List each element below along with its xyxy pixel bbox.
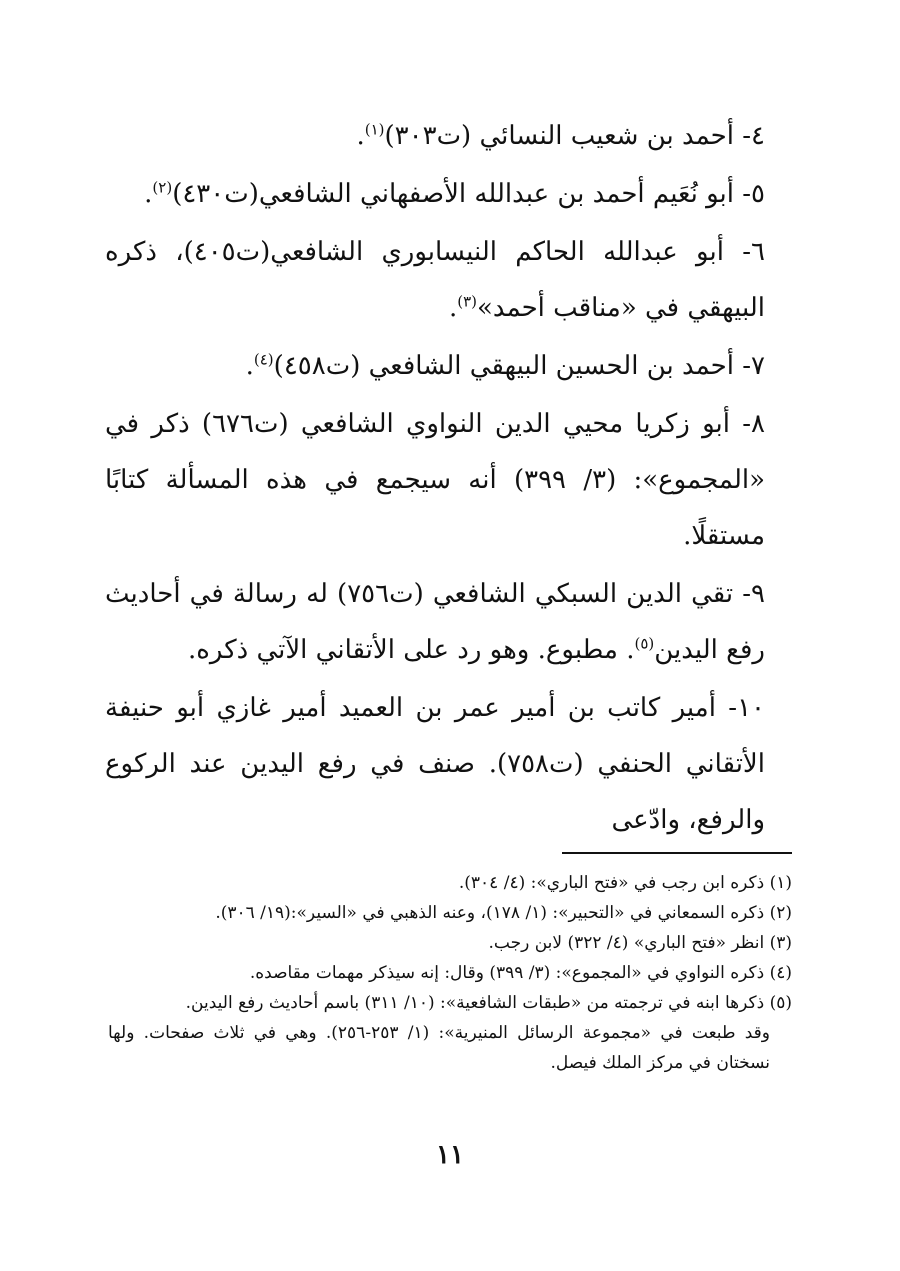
entry-6: ٦- أبو عبدالله الحاكم النيسابوري الشافعي(ت٤٠٥)، ذكره البيهقي في «مناقب أحمد»$^{(٣)}$. bbox=[105, 237, 765, 323]
footnote-5-continuation: وقد طبعت في «مجموعة الرسائل المنيرية»: (١/ ٢٥٣-٢٥٦). وهي في ثلاث صفحات. ولها نسختان في مركز الملك فيصل. bbox=[108, 1023, 770, 1073]
entry-5: ٥- أبو نُعَيم أحمد بن عبدالله الأصفهاني الشافعي(ت٤٣٠)$^{(٢)}$. bbox=[144, 178, 765, 209]
page-number: ١١ bbox=[436, 1140, 464, 1170]
footnote-4: (٤) ذكره النواوي في «المجموع»: (٣/ ٣٩٩) وقال: إنه سيذكر مهمات مقاصده. bbox=[249, 963, 792, 983]
footnote-ref: (٥) bbox=[634, 634, 655, 653]
footnote-ref: (١) bbox=[364, 120, 385, 139]
entry-8: ٨- أبو زكريا محيي الدين النواوي الشافعي (ت٦٧٦) ذكر في «المجموع»: (٣/ ٣٩٩) أنه سيجمع في هذه المسألة كتابًا مستقلًا. bbox=[105, 409, 766, 551]
footnote-2: (٢) ذكره السمعاني في «التحبير»: (١/ ١٧٨)، وعنه الذهبي في «السير»:(١٩/ ٣٠٦). bbox=[215, 903, 792, 923]
entry-4: ٤- أحمد بن شعيب النسائي (ت٣٠٣)$^{(١)}$. bbox=[356, 120, 765, 151]
footnote-3: (٣) انظر «فتح الباري» (٤/ ٣٢٢) لابن رجب. bbox=[488, 933, 792, 953]
footnotes bbox=[108, 868, 792, 1078]
entry-7: ٧- أحمد بن الحسين البيهقي الشافعي (ت٤٥٨)$^{(٤)}$. bbox=[245, 350, 765, 381]
entry-9: ٩- تقي الدين السبكي الشافعي (ت٧٥٦) له رسالة في أحاديث رفع اليدين$^{(٥)}$. مطبوع. وهو رد على الأتقاني الآتي ذكره. bbox=[105, 579, 765, 665]
footnote-divider bbox=[562, 852, 792, 854]
footnote-ref: (٣) bbox=[457, 292, 478, 311]
footnote-ref: (٢) bbox=[152, 178, 173, 197]
footnote-5: (٥) ذكرها ابنه في ترجمته من «طبقات الشافعية»: (١٠/ ٣١١) باسم أحاديث رفع اليدين. bbox=[185, 993, 792, 1013]
main-text bbox=[105, 108, 795, 850]
footnote-ref: (٤) bbox=[253, 350, 274, 369]
footnote-1: (١) ذكره ابن رجب في «فتح الباري»: (٤/ ٣٠٤). bbox=[458, 873, 792, 893]
entry-10: ١٠- أمير كاتب بن أمير عمر بن العميد أمير غازي أبو حنيفة الأتقاني الحنفي (ت٧٥٨). صنف في رفع اليدين عند الركوع والرفع، وادّعى bbox=[105, 693, 765, 835]
